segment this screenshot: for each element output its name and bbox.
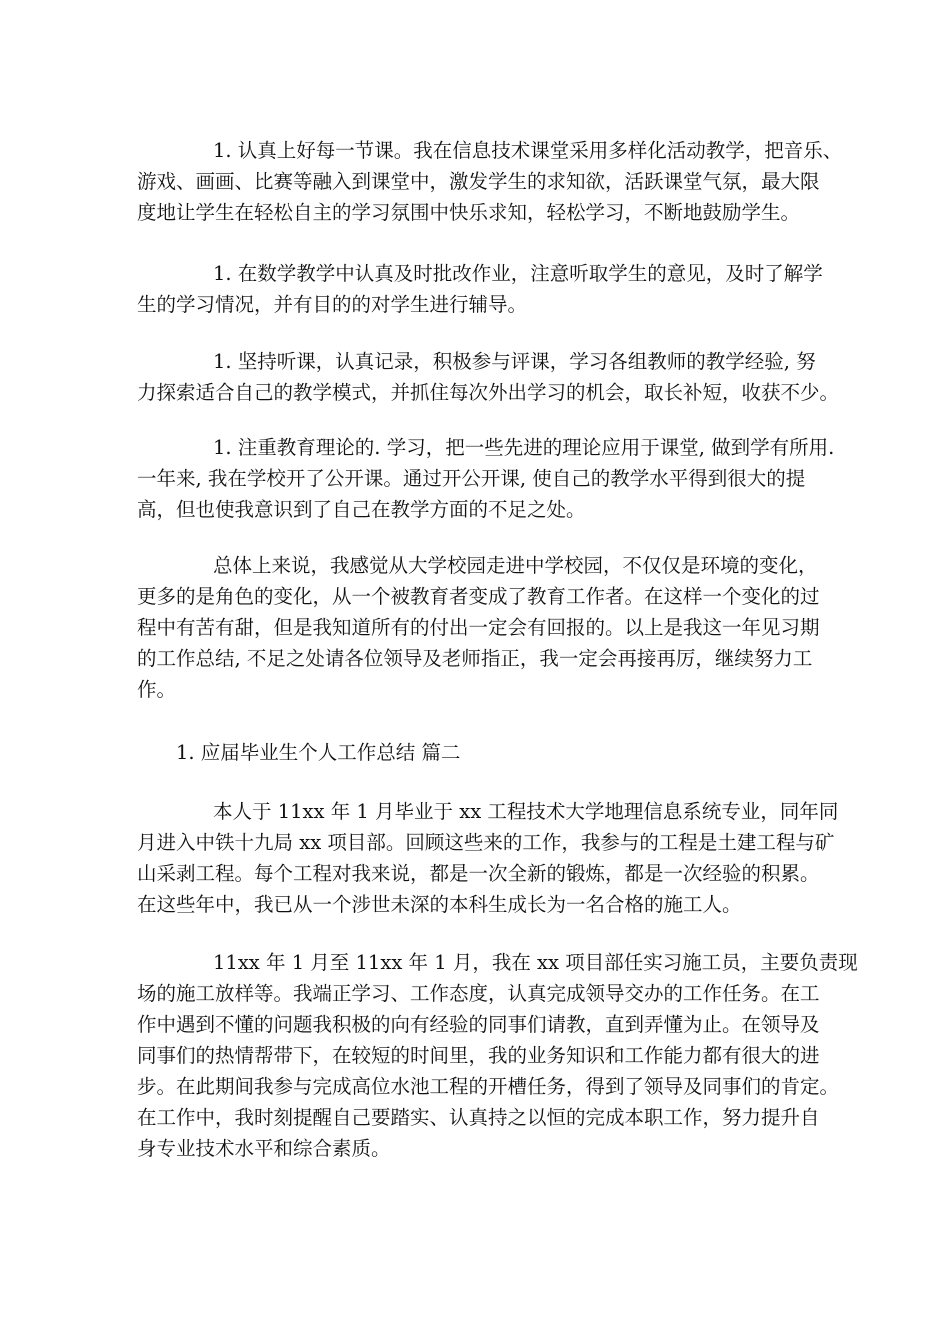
paragraph-line: 高，但也使我意识到了自己在教学方面的不足之处。	[137, 498, 586, 521]
paragraph-4	[137, 432, 835, 525]
paragraph-line: 程中有苦有甜，但是我知道所有的付出一定会有回报的。以上是我这一年见习期	[137, 616, 820, 639]
paragraph-line: 山采剥工程。每个工程对我来说，都是一次全新的锻炼，都是一次经验的积累。	[137, 862, 820, 885]
paragraph-line: 更多的是角色的变化，从一个被教育者变成了教育工作者。在这样一个变化的过	[137, 585, 820, 608]
paragraph-line: 生的学习情况，并有目的的对学生进行辅导。	[137, 293, 528, 316]
paragraph-6	[137, 796, 839, 920]
paragraph-line: 身专业技术水平和综合素质。	[137, 1137, 391, 1160]
paragraph-7	[137, 947, 858, 1164]
paragraph-line: 的工作总结, 不足之处请各位领导及老师指正，我一定会再接再厉，继续努力工	[137, 647, 813, 670]
paragraph-line: 1. 认真上好每一节课。我在信息技术课堂采用多样化活动教学，把音乐、	[213, 139, 843, 162]
paragraph-1	[137, 135, 843, 228]
paragraph-line: 步。在此期间我参与完成高位水池工程的开槽任务，得到了领导及同事们的肯定。	[137, 1075, 840, 1098]
paragraph-5	[137, 550, 827, 705]
paragraph-line: 度地让学生在轻松自主的学习氛围中快乐求知，轻松学习，不断地鼓励学生。	[137, 201, 801, 224]
paragraph-2	[137, 258, 827, 320]
paragraph-line: 月进入中铁十九局 xx 项目部。回顾这些来的工作，我参与的工程是土建工程与矿	[137, 831, 835, 854]
section-heading: 1. 应届毕业生个人工作总结 篇二	[176, 741, 461, 764]
paragraph-line: 1. 坚持听课，认真记录，积极参与评课，学习各组教师的教学经验, 努	[213, 350, 816, 373]
paragraph-line: 11xx 年 1 月至 11xx 年 1 月，我在 xx 项目部任实习施工员，主要负责现	[213, 951, 858, 974]
paragraph-line: 作中遇到不懂的问题我积极的向有经验的同事们请教，直到弄懂为止。在领导及	[137, 1013, 820, 1036]
paragraph-line: 一年来, 我在学校开了公开课。通过开公开课, 使自己的教学水平得到很大的提	[137, 467, 806, 490]
paragraph-line: 力探索适合自己的教学模式，并抓住每次外出学习的机会，取长补短，收获不少。	[137, 381, 840, 404]
paragraph-line: 在工作中，我时刻提醒自己要踏实、认真持之以恒的完成本职工作，努力提升自	[137, 1106, 820, 1129]
paragraph-line: 游戏、画画、比赛等融入到课堂中，激发学生的求知欲，活跃课堂气氛，最大限	[137, 170, 820, 193]
paragraph-line: 场的施工放样等。我端正学习、工作态度，认真完成领导交办的工作任务。在工	[137, 982, 820, 1005]
paragraph-line: 1. 注重教育理论的. 学习，把一些先进的理论应用于课堂, 做到学有所用.	[213, 436, 835, 459]
paragraph-3	[137, 346, 840, 408]
paragraph-line: 在这些年中，我已从一个涉世未深的本科生成长为一名合格的施工人。	[137, 893, 742, 916]
paragraph-line: 作。	[137, 678, 177, 701]
paragraph-line: 总体上来说，我感觉从大学校园走进中学校园，不仅仅是环境的变化，	[213, 554, 818, 577]
paragraph-line: 同事们的热情帮带下，在较短的时间里，我的业务知识和工作能力都有很大的进	[137, 1044, 820, 1067]
paragraph-line: 本人于 11xx 年 1 月毕业于 xx 工程技术大学地理信息系统专业，同年同	[213, 800, 839, 823]
paragraph-line: 1. 在数学教学中认真及时批改作业，注意听取学生的意见，及时了解学	[213, 262, 823, 285]
